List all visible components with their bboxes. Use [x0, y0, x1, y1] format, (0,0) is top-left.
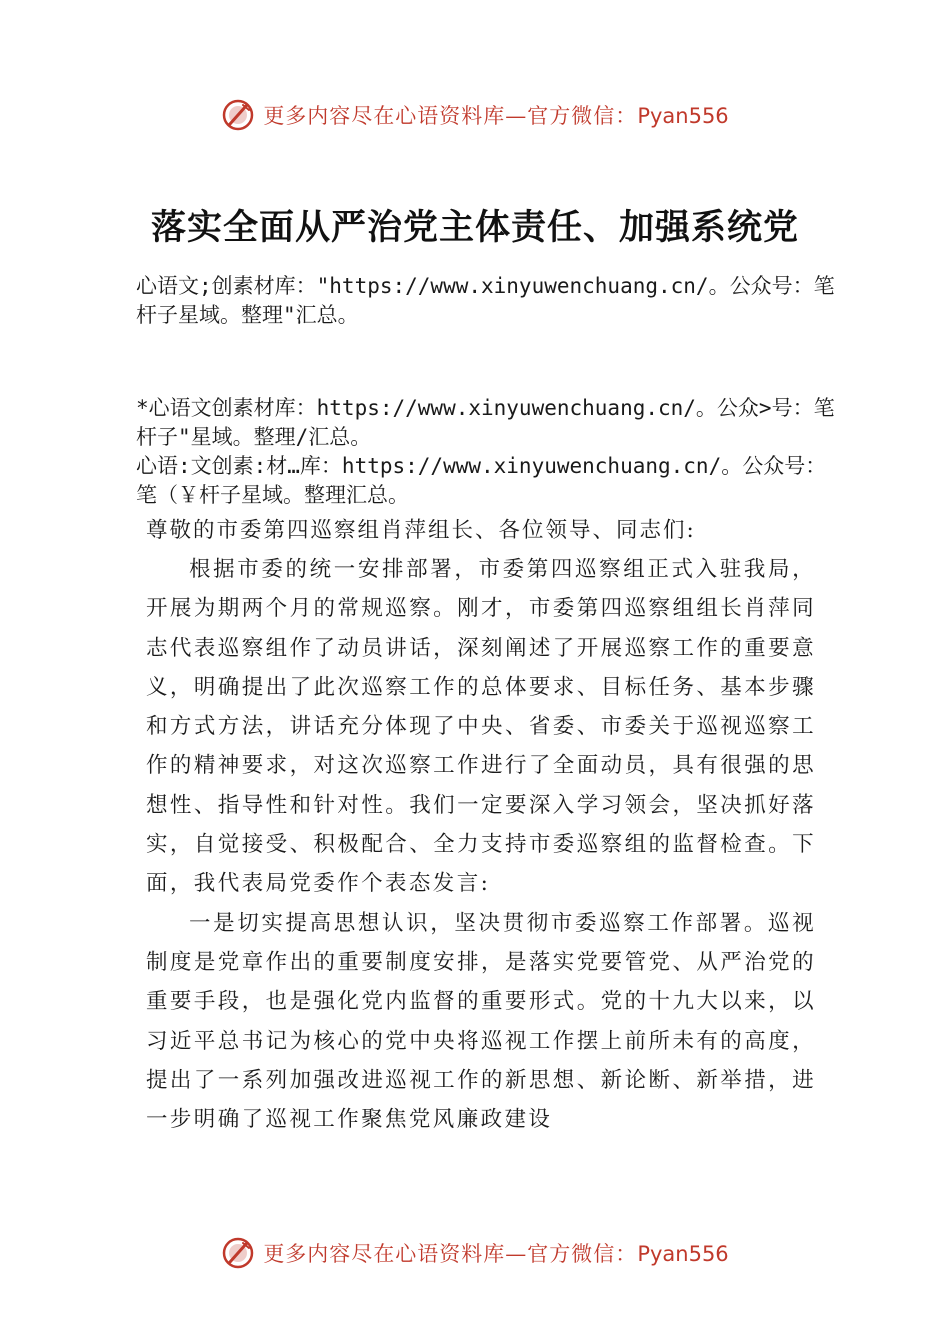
- banner-account: Pyan556: [637, 104, 729, 128]
- paragraph: 根据市委的统一安排部署，市委第四巡察组正式入驻我局，开展为期两个月的常规巡察。刚才，市委第四巡察组组长肖萍同志代表巡察组作了动员讲话，深刻阐述了开展巡察工作的重要意义，明确提出了此次巡察工作的总体要求、目标任务、基本步骤和方式方法，讲话充分体现了中央、省委、市委关于巡视巡察工作的精神要求，对这次巡察工作进行了全面动员，具有很强的思想性、指导性和针对性。我们一定要深入学习领会，坚决抓好落实，自觉接受、积极配合、全力支持市委巡察组的监督检查。下面，我代表局党委作个表态发言:: [146, 557, 816, 897]
- pen-circle-logo-icon: [221, 98, 255, 132]
- source-note-1: 心语文;创素材库："https://www.xinyuwenchuang.cn/。公众号：笔杆子星域。整理"汇总。: [136, 274, 835, 327]
- footer-banner: [0, 1233, 950, 1273]
- source-note-2: *心语文创素材库：https://www.xinyuwenchuang.cn/。公众>号：笔杆子"星域。整理/汇总。: [136, 396, 835, 449]
- paragraph: 一是切实提高思想认识，坚决贯彻市委巡察工作部署。巡视制度是党章作出的重要制度安排，是落实党要管党、从严治党的重要手段，也是强化党内监督的重要形式。党的十九大以来，以习近平总书记为核心的党中央将巡视工作摆上前所未有的高度，提出了一系列加强改进巡视工作的新思想、新论断、新举措，进一步明确了巡视工作聚焦党风廉政建设: [146, 910, 816, 1133]
- header-banner: [0, 95, 950, 135]
- source-note-3: 心语:文创素:材…库：https://www.xinyuwenchuang.cn/。公众号：笔（￥杆子星域。整理汇总。: [136, 454, 827, 507]
- pen-circle-logo-icon: [221, 1236, 255, 1270]
- banner-text: 更多内容尽在心语资料库—官方微信：Pyan556: [263, 1242, 729, 1266]
- body-text: [146, 550, 816, 1139]
- salutation: 尊敬的市委第四巡察组肖萍组长、各位领导、同志们:: [146, 518, 696, 543]
- banner-text: 更多内容尽在心语资料库—官方微信：Pyan556: [263, 104, 729, 128]
- banner-account: Pyan556: [637, 1242, 729, 1266]
- document-title: 落实全面从严治党主体责任、加强系统党: [150, 207, 799, 248]
